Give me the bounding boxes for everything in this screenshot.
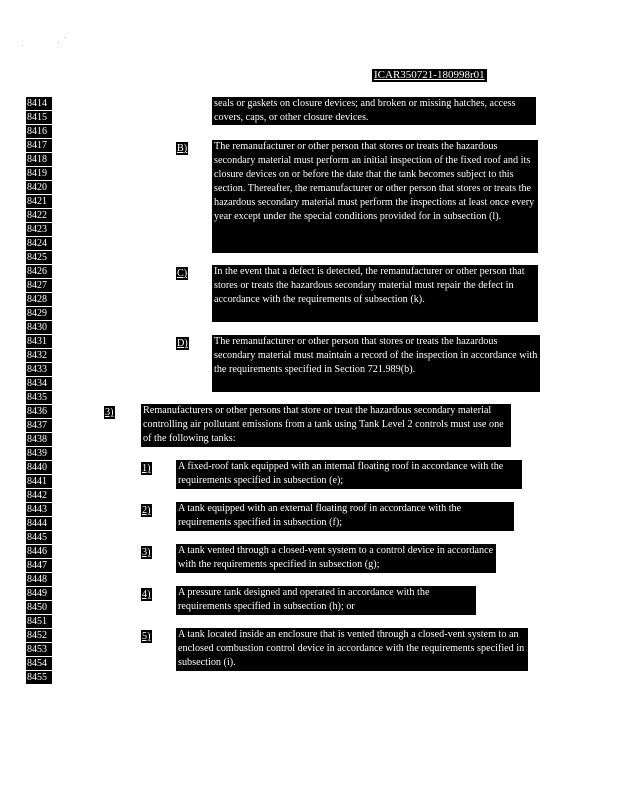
line-number: 8450 xyxy=(26,601,52,614)
line-number: 8430 xyxy=(26,321,52,334)
line-number: 8435 xyxy=(26,391,52,404)
paragraph-d: The remanufacturer or other person that stores or treats the hazardous secondary material must maintain a record of the inspection in accordance with the requirements specified in Section 721.989(b). xyxy=(212,335,540,392)
line-number: 8420 xyxy=(26,181,52,194)
line-number: 8454 xyxy=(26,657,52,670)
line-number: 8419 xyxy=(26,167,52,180)
line-number: 8452 xyxy=(26,629,52,642)
sub-paragraph-4: A pressure tank designed and operated in accordance with the requirements specified in subsection (h); or xyxy=(176,586,476,615)
line-number: 8436 xyxy=(26,405,52,418)
sub-label-3: 3) xyxy=(142,547,151,558)
line-number: 8427 xyxy=(26,279,52,292)
item-label-b: B) xyxy=(177,143,188,154)
line-number: 8437 xyxy=(26,419,52,432)
line-number: 8426 xyxy=(26,265,52,278)
sub-paragraph-3: A tank vented through a closed-vent system to a control device in accordance with the requirements specified in subsection (g); xyxy=(176,544,496,573)
line-number: 8422 xyxy=(26,209,52,222)
scan-speck xyxy=(22,45,23,46)
line-number: 8414 xyxy=(26,97,52,110)
sub-label-1: 1) xyxy=(142,463,151,474)
line-number: 8455 xyxy=(26,671,52,684)
paragraph-3: Remanufacturers or other persons that store or treat the hazardous secondary material controlling air pollutant emissions from a tank using Tank Level 2 controls must use one of the following tanks: xyxy=(141,404,511,447)
line-number: 8433 xyxy=(26,363,52,376)
line-number: 8418 xyxy=(26,153,52,166)
line-number: 8447 xyxy=(26,559,52,572)
line-number: 8446 xyxy=(26,545,52,558)
paragraph-c: In the event that a defect is detected, the remanufacturer or other person that stores or treats the hazardous secondary material must repair the defect in accordance with the requirements of subsection (k). xyxy=(212,265,538,322)
scan-speck xyxy=(58,42,59,43)
line-number: 8421 xyxy=(26,195,52,208)
line-number: 8432 xyxy=(26,349,52,362)
line-number: 8425 xyxy=(26,251,52,264)
sub-label-4: 4) xyxy=(142,589,151,600)
line-number: 8439 xyxy=(26,447,52,460)
line-number: 8434 xyxy=(26,377,52,390)
sub-paragraph-5: A tank located inside an enclosure that is vented through a closed-vent system to an enclosed combustion control device in accordance with the requirements specified in subsection (i). xyxy=(176,628,528,671)
sub-paragraph-1: A fixed-roof tank equipped with an internal floating roof in accordance with the requirements specified in subsection (e); xyxy=(176,460,522,489)
document-id: ICAR350721-180998r01 xyxy=(374,69,485,81)
line-number: 8449 xyxy=(26,587,52,600)
item-label-c: C) xyxy=(177,268,188,279)
line-number: 8448 xyxy=(26,573,52,586)
line-number: 8444 xyxy=(26,517,52,530)
sub-paragraph-2: A tank equipped with an external floating roof in accordance with the requirements specified in subsection (f); xyxy=(176,502,514,531)
line-number: 8424 xyxy=(26,237,52,250)
line-number: 8443 xyxy=(26,503,52,516)
line-number: 8453 xyxy=(26,643,52,656)
item-label-3: 3) xyxy=(105,407,114,418)
line-number: 8451 xyxy=(26,615,52,628)
sub-label-2: 2) xyxy=(142,505,151,516)
paragraph-a-continuation: seals or gaskets on closure devices; and broken or missing hatches, access covers, caps, or other closure devices. xyxy=(212,97,536,125)
line-number: 8429 xyxy=(26,307,52,320)
item-label-d: D) xyxy=(177,338,188,349)
line-number: 8441 xyxy=(26,475,52,488)
line-number: 8445 xyxy=(26,531,52,544)
line-number: 8416 xyxy=(26,125,52,138)
line-number: 8417 xyxy=(26,139,52,152)
line-number: 8431 xyxy=(26,335,52,348)
scan-speck xyxy=(64,37,65,38)
sub-label-5: 5) xyxy=(142,631,151,642)
line-number: 8428 xyxy=(26,293,52,306)
line-number: 8442 xyxy=(26,489,52,502)
line-number: 8423 xyxy=(26,223,52,236)
paragraph-b: The remanufacturer or other person that stores or treats the hazardous secondary material must perform an initial inspection of the fixed roof and its closure devices on or before the date that the tank becomes subject to this section. Thereafter, the remanufacturer or other person that stores or treats the hazardous secondary material must perform the inspections at least once every year except under the special conditions provided for in subsection (l). xyxy=(212,140,538,253)
line-number: 8440 xyxy=(26,461,52,474)
line-number: 8415 xyxy=(26,111,52,124)
line-number: 8438 xyxy=(26,433,52,446)
